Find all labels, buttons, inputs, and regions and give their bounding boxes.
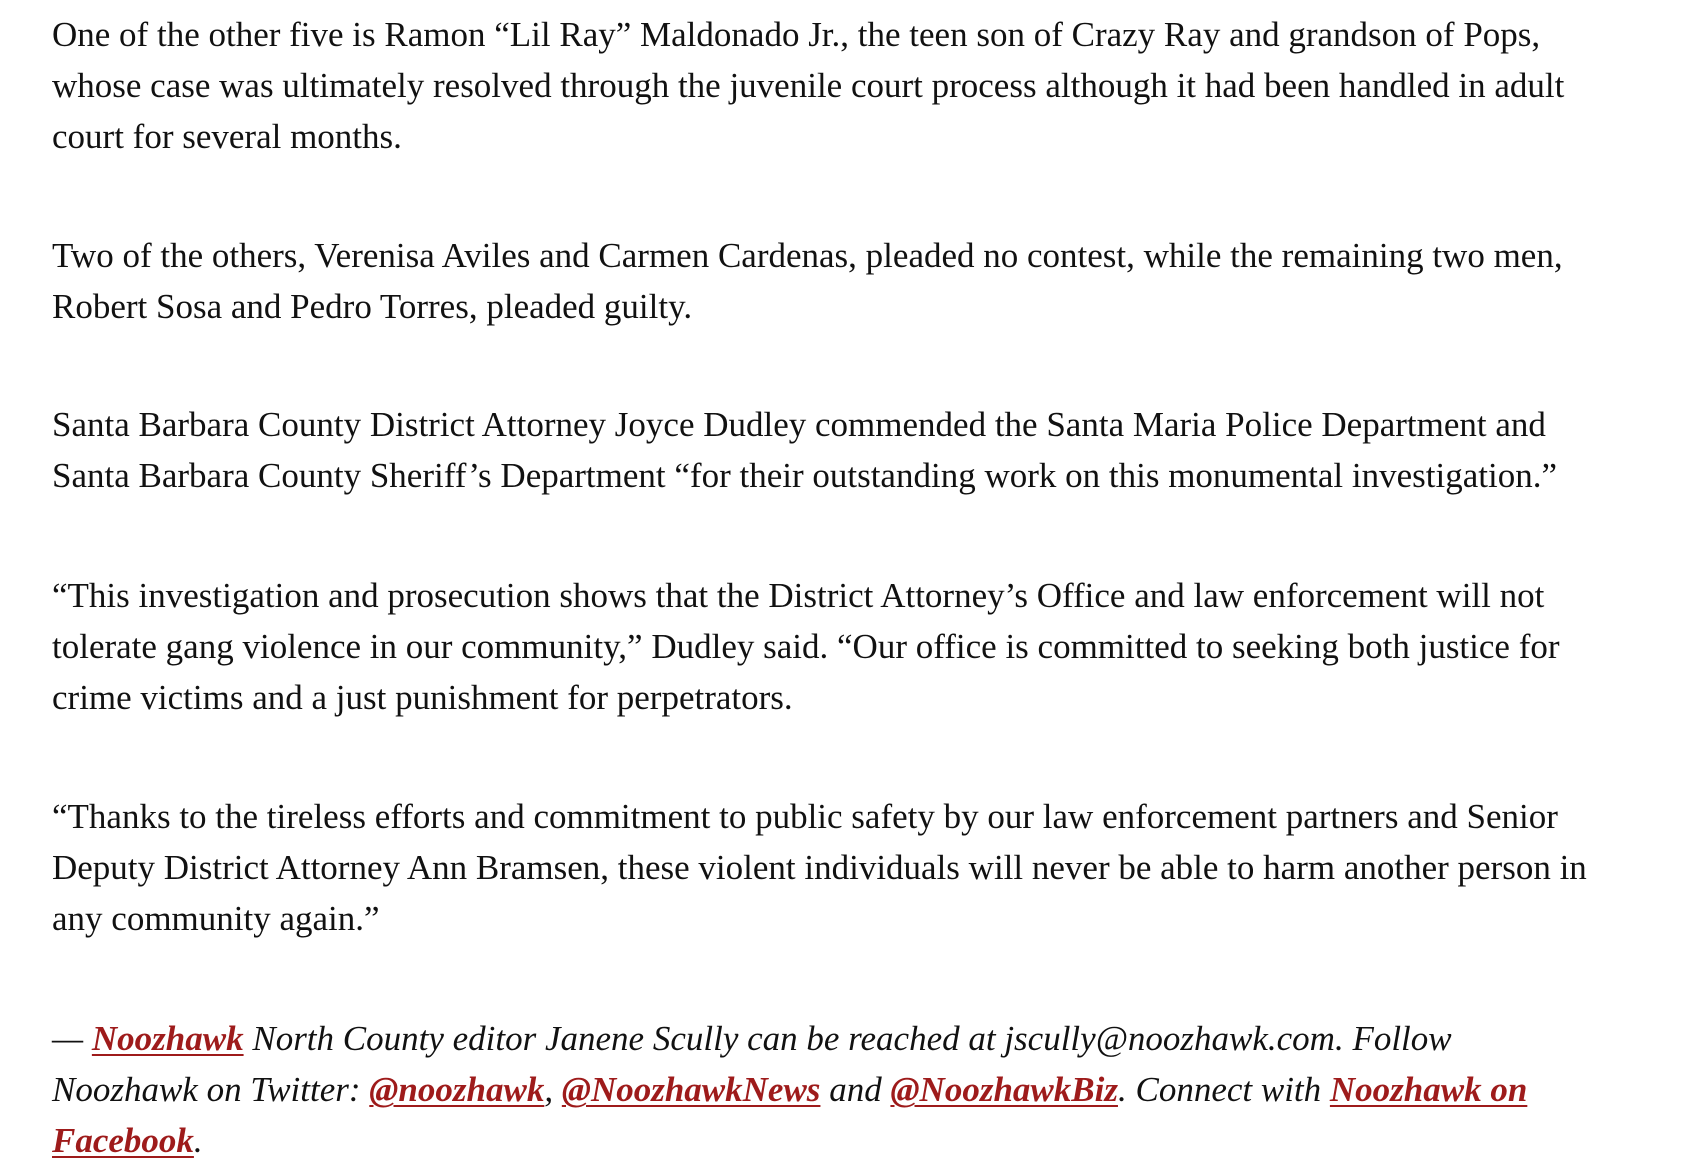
- footer-line-2: [52, 1064, 1672, 1115]
- footer-connect-text: . Connect with: [1117, 1070, 1330, 1109]
- paragraph-pleas: [52, 230, 1672, 332]
- text-line: Santa Barbara County District Attorney Joyce Dudley commended the Santa Maria Police Department and: [52, 405, 1546, 444]
- footer-editor-text: North County editor Janene Scully can be reached at jscully@noozhawk.com. Follow: [243, 1019, 1452, 1058]
- paragraph-maldonado: [52, 9, 1672, 162]
- noozhawk-link[interactable]: Noozhawk: [91, 1019, 244, 1058]
- text-line: “Thanks to the tireless efforts and commitment to public safety by our law enforcement partners and Senior: [52, 797, 1558, 836]
- footer-separator: and: [820, 1070, 891, 1109]
- text-line: whose case was ultimately resolved through the juvenile court process although it had been handled in adult: [52, 66, 1565, 105]
- text-line: Two of the others, Verenisa Aviles and Carmen Cardenas, pleaded no contest, while the remaining two men,: [52, 236, 1563, 275]
- author-footer: [52, 1013, 1672, 1166]
- text-line: court for several months.: [52, 117, 402, 156]
- facebook-link-part-1[interactable]: Noozhawk on: [1329, 1070, 1528, 1109]
- text-line: crime victims and a just punishment for perpetrators.: [52, 678, 793, 717]
- text-line: Deputy District Attorney Ann Bramsen, these violent individuals will never be able to harm another person in: [52, 848, 1587, 887]
- text-line: Santa Barbara County Sheriff’s Department “for their outstanding work on this monumental investigation.”: [52, 456, 1557, 495]
- paragraph-commendation: [52, 399, 1672, 501]
- twitter-noozhawknews-link[interactable]: @NoozhawkNews: [561, 1070, 821, 1109]
- footer-end-period: .: [193, 1121, 203, 1160]
- twitter-noozhawk-link[interactable]: @noozhawk: [369, 1070, 545, 1109]
- text-line: any community again.”: [52, 899, 380, 938]
- facebook-link-part-2[interactable]: Facebook: [52, 1121, 194, 1160]
- footer-line-3: [52, 1115, 1672, 1166]
- footer-twitter-text: Noozhawk on Twitter:: [52, 1070, 370, 1109]
- footer-dash: —: [52, 1019, 92, 1058]
- text-line: One of the other five is Ramon “Lil Ray” Maldonado Jr., the teen son of Crazy Ray and grandson of Pops,: [52, 15, 1541, 54]
- twitter-noozhawkbiz-link[interactable]: @NoozhawkBiz: [890, 1070, 1118, 1109]
- text-line: Robert Sosa and Pedro Torres, pleaded guilty.: [52, 287, 693, 326]
- text-line: “This investigation and prosecution shows that the District Attorney’s Office and law enforcement will not: [52, 576, 1545, 615]
- text-line: tolerate gang violence in our community,” Dudley said. “Our office is committed to seeking both justice for: [52, 627, 1560, 666]
- paragraph-dudley-quote: [52, 570, 1672, 723]
- paragraph-thanks-quote: [52, 791, 1672, 944]
- footer-separator: ,: [544, 1070, 562, 1109]
- footer-line-1: [52, 1013, 1672, 1064]
